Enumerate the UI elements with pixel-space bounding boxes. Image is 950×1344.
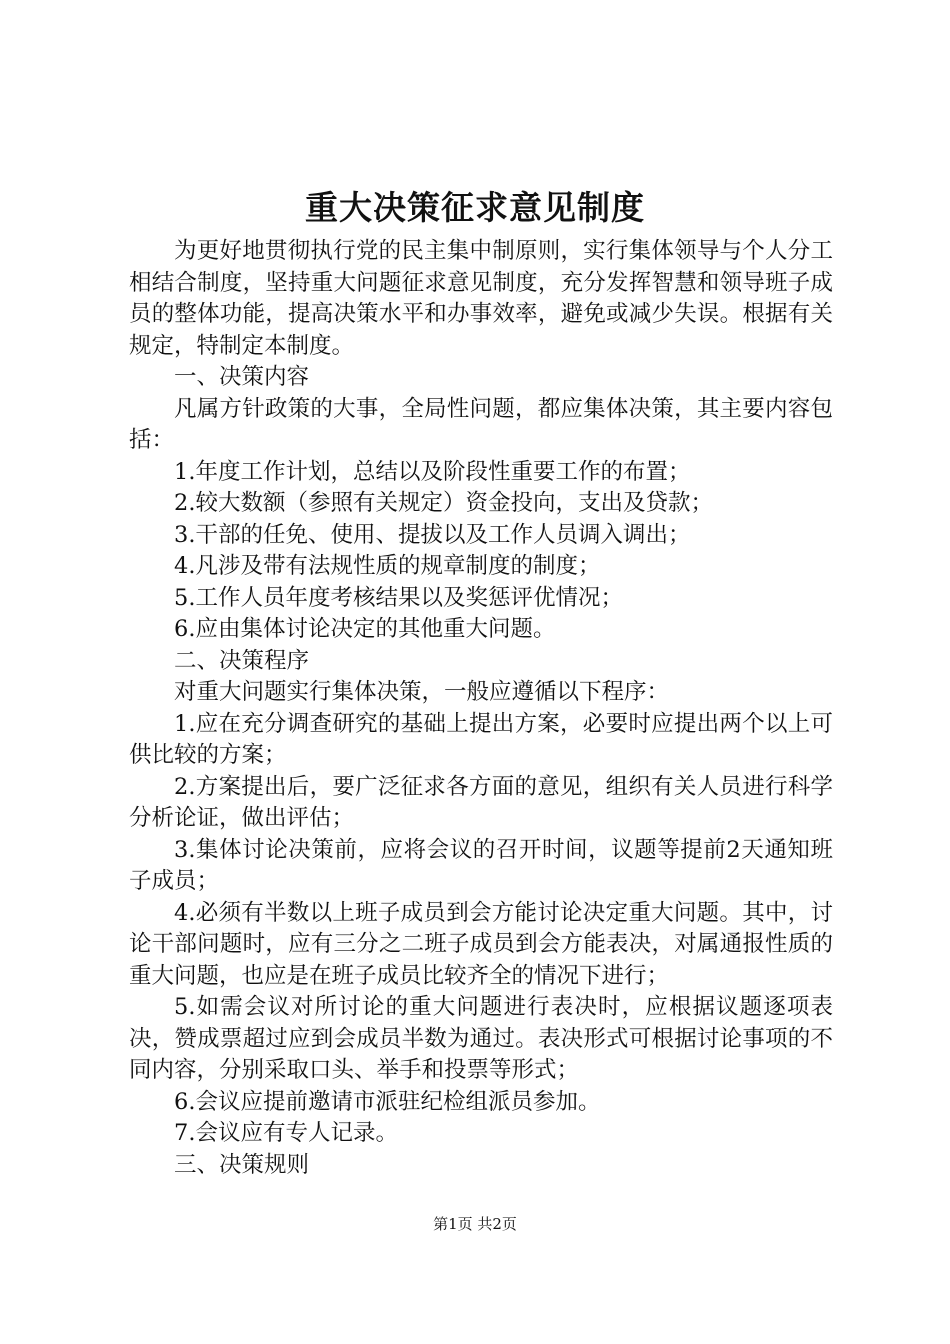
list-item: 1.年度工作计划，总结以及阶段性重要工作的布置； xyxy=(174,458,691,485)
list-item: 3.集体讨论决策前，应将会议的召开时间，议题等提前2天通知班子成员； xyxy=(129,836,833,894)
list-item: 5.如需会议对所讨论的重大问题进行表决时，应根据议题逐项表决，赞成票超过应到会成员半数为通过。表决形式可根据讨论事项的不同内容，分别采取口头、举手和投票等形式； xyxy=(129,994,833,1083)
list-item: 3.干部的任免、使用、提拔以及工作人员调入调出； xyxy=(174,521,691,548)
list-item: 4.必须有半数以上班子成员到会方能讨论决定重大问题。其中，讨论干部问题时，应有三分之二班子成员到会方能表决，对属通报性质的重大问题，也应是在班子成员比较齐全的情况下进行； xyxy=(129,899,833,989)
section-heading: 一、决策内容 xyxy=(174,364,310,390)
document-title: 重大决策征求意见制度 xyxy=(305,188,645,227)
list-item: 4.凡涉及带有法规性质的规章制度的制度； xyxy=(174,553,601,579)
page-footer: 第1页 共2页 xyxy=(433,1215,517,1233)
paragraph: 凡属方针政策的大事，全局性问题，都应集体决策，其主要内容包括： xyxy=(129,395,833,453)
list-item: 6.应由集体讨论决定的其他重大问题。 xyxy=(174,616,556,642)
list-item: 5.工作人员年度考核结果以及奖惩评优情况； xyxy=(174,584,623,611)
paragraph: 为更好地贯彻执行党的民主集中制原则，实行集体领导与个人分工相结合制度，坚持重大问题征求意见制度，充分发挥智慧和领导班子成员的整体功能，提高决策水平和办事效率，避免或减少失误。根据有关规定，特制定本制度。 xyxy=(129,238,833,359)
list-item: 1.应在充分调查研究的基础上提出方案，必要时应提出两个以上可供比较的方案； xyxy=(129,710,833,768)
list-item: 7.会议应有专人记录。 xyxy=(174,1120,398,1146)
paragraph: 对重大问题实行集体决策，一般应遵循以下程序： xyxy=(174,679,670,705)
list-item: 2.方案提出后，要广泛征求各方面的意见，组织有关人员进行科学分析论证，做出评估； xyxy=(129,773,833,831)
section-heading: 二、决策程序 xyxy=(174,647,310,674)
list-item: 2.较大数额（参照有关规定）资金投向，支出及贷款； xyxy=(174,490,713,516)
section-heading: 三、决策规则 xyxy=(174,1151,310,1178)
document-body xyxy=(129,236,833,1181)
list-item: 6.会议应提前邀请市派驻纪检组派员参加。 xyxy=(174,1088,601,1115)
